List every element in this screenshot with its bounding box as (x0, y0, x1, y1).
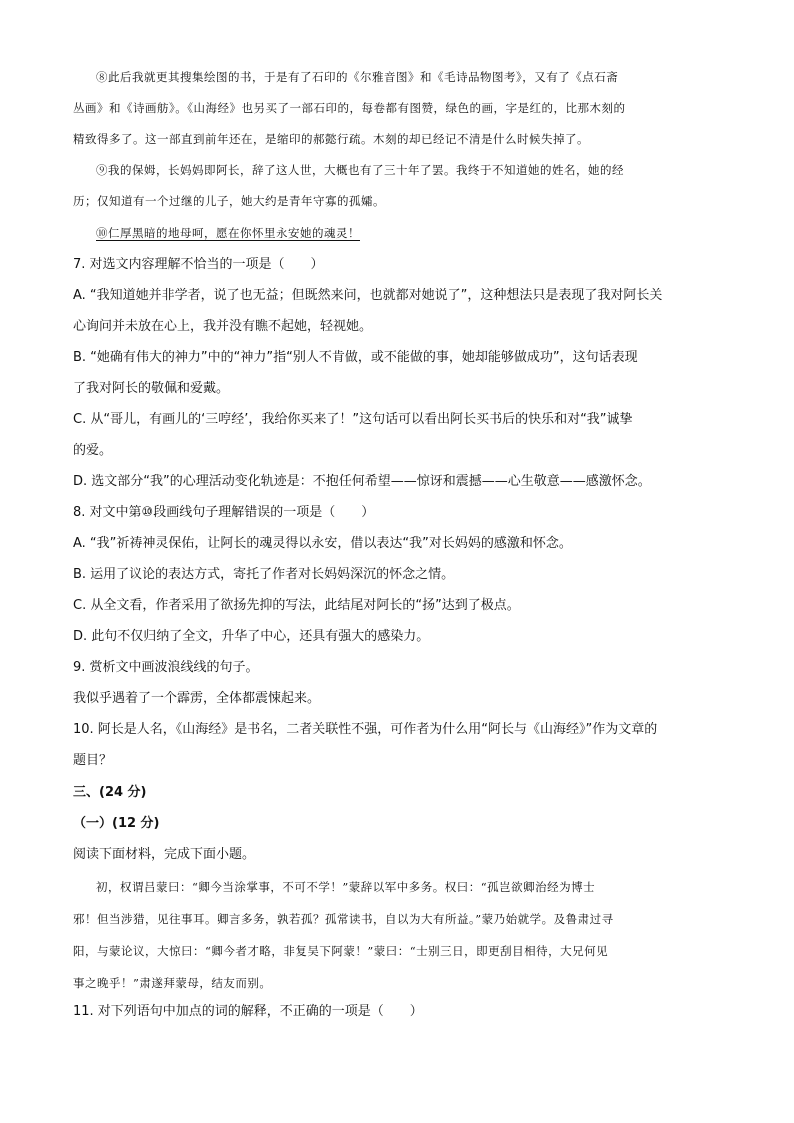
question-10-line-2: 题目？ (73, 753, 113, 768)
classical-passage-line-1: 初，权谓吕蒙曰：“卿今当涂掌事，不可不学！”蒙辞以军中多务。权曰：“孤岂欲卿治经为博士 (96, 880, 596, 894)
question-8-option-c: C. 从全文看，作者采用了欲扬先抑的写法，此结尾对阿长的“扬”达到了极点。 (73, 598, 520, 613)
question-7-option-a-line-1: A. “我知道她并非学者，说了也无益；但既然来问，也就都对她说了”，这种想法只是表现了我对阿长关 (73, 288, 663, 303)
question-9-stem: 9. 赏析文中画波浪线线的句子。 (73, 660, 259, 675)
classical-passage-line-4: 事之晚乎！”肃遂拜蒙母，结友而别。 (73, 976, 272, 990)
section-3-instruction: 阅读下面材料，完成下面小题。 (73, 847, 256, 862)
question-8-stem: 8. 对文中第⑩段画线句子理解错误的一项是（ ） (73, 505, 375, 520)
question-8-option-a: A. “我”祈祷神灵保佑，让阿长的魂灵得以永安，借以表达“我”对长妈妈的感激和怀念。 (73, 536, 572, 551)
passage-para-8-line-2: 丛画》和《诗画舫》。《山海经》也另买了一部石印的，每卷都有图赞，绿色的画，字是红的，比那木刻的 (73, 101, 626, 115)
passage-para-10-underlined: ⑩仁厚黑暗的地母呵，愿在你怀里永安她的魂灵！ (96, 226, 360, 240)
question-7-stem: 7. 对选文内容理解不恰当的一项是（ ） (73, 257, 324, 272)
passage-para-8-line-1: ⑧此后我就更其搜集绘图的书，于是有了石印的《尔雅音图》和《毛诗品物图考》，又有了《点石斋 (96, 70, 619, 84)
question-7-option-c-line-1: C. 从“哥儿，有画儿的‘三哼经’，我给你买来了！”这句话可以看出阿长买书后的快乐和对“我”诚挚 (73, 412, 633, 427)
section-3-heading: 三、(24 分) (73, 785, 147, 800)
question-10-line-1: 10. 阿长是人名，《山海经》是书名，二者关联性不强，可作者为什么用“阿长与《山海经》”作为文章的 (73, 722, 658, 737)
passage-para-8-line-3: 精致得多了。这一部直到前年还在，是缩印的郝懿行疏。木刻的却已经记不清是什么时候失掉了。 (73, 132, 589, 146)
question-7-option-b-line-2: 了我对阿长的敬佩和爱戴。 (73, 381, 230, 396)
question-7-option-c-line-2: 的爱。 (73, 443, 113, 458)
question-7-option-d: D. 选文部分“我”的心理活动变化轨迹是：不抱任何希望——惊讶和震撼——心生敬意——感激怀念。 (73, 474, 651, 489)
question-7-option-a-line-2: 心询问并未放在心上，我并没有瞧不起她，轻视她。 (73, 319, 373, 334)
question-7-option-b-line-1: B. “她确有伟大的神力”中的“神力”指“别人不肯做，或不能做的事，她却能够做成功”，这句话表现 (73, 350, 638, 365)
classical-passage-line-2: 邪！但当涉猎，见往事耳。卿言多务，孰若孤？孤常读书，自以为大有所益。”蒙乃始就学。及鲁肃过寻 (73, 912, 614, 926)
passage-para-9-line-2: 历；仅知道有一个过继的儿子，她大约是青年守寡的孤孀。 (73, 194, 385, 208)
classical-passage-line-3: 阳，与蒙论议，大惊曰：“卿今者才略，非复吴下阿蒙！”蒙曰：“士别三日，即更刮目相待，大兄何见 (73, 944, 609, 958)
question-11-stem: 11. 对下列语句中加点的词的解释，不正确的一项是（ ） (73, 1004, 423, 1019)
question-8-option-d: D. 此句不仅归纳了全文，升华了中心，还具有强大的感染力。 (73, 629, 430, 644)
passage-para-9-line-1: ⑨我的保姆，长妈妈即阿长，辞了这人世，大概也有了三十年了罢。我终于不知道她的姓名，她的经 (96, 163, 624, 177)
question-8-option-b: B. 运用了议论的表达方式，寄托了作者对长妈妈深沉的怀念之情。 (73, 567, 455, 582)
question-9-sentence: 我似乎遇着了一个霹雳，全体都震悚起来。 (73, 691, 321, 706)
section-3-sub-heading: （一）(12 分) (73, 816, 160, 831)
